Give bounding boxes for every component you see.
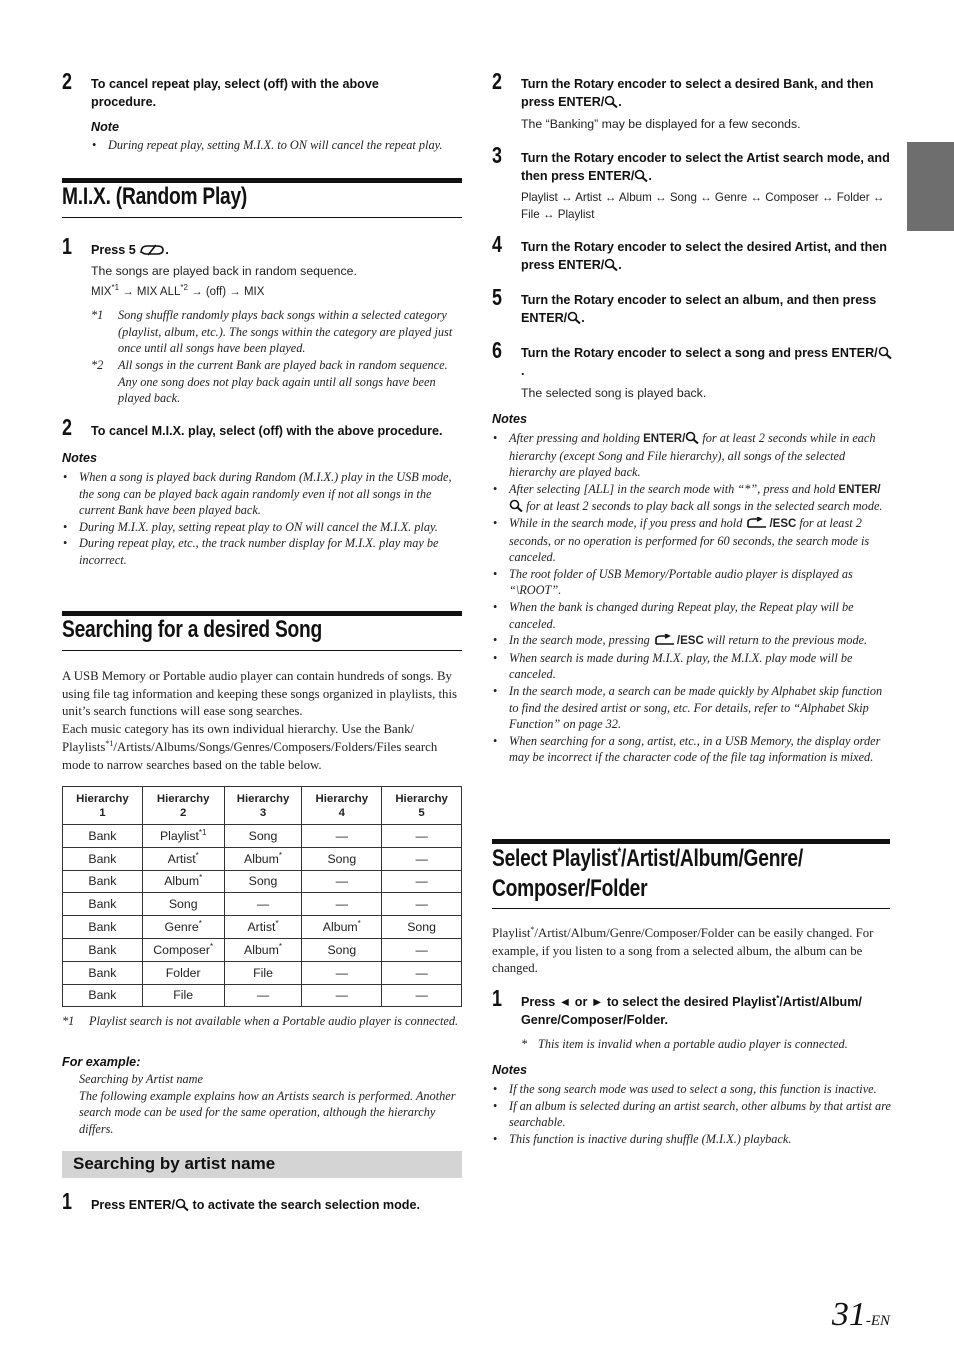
- step-number: 5: [492, 284, 502, 310]
- table-cell: Song: [224, 825, 302, 848]
- step-text: Press ENTER/ to activate the search selection mode.: [91, 1198, 420, 1212]
- table-row: [63, 847, 462, 870]
- note-item: • While in the search mode, if you press and hold /ESC for at least 2 seconds, or no operation is performed for 60 seconds, the search mode is canceled.: [492, 515, 892, 566]
- table-cell: Album*: [224, 847, 302, 870]
- table-row: [63, 961, 462, 984]
- section-rule: [62, 650, 462, 651]
- step-text: Press ◄ or ► to select the desired Playlist*/Artist/Album/ Genre/Composer/Folder.: [521, 994, 862, 1027]
- search-icon: [878, 346, 892, 359]
- table-row: [63, 893, 462, 916]
- back-icon: [745, 517, 769, 529]
- table-cell: Bank: [63, 916, 143, 939]
- section-rule: [62, 217, 462, 218]
- table-cell: —: [382, 847, 462, 870]
- note-item: • During repeat play, etc., the track number display for M.I.X. play may be incorrect.: [62, 535, 462, 568]
- hierarchy-table: [62, 786, 462, 1007]
- mode-cycle: Playlist ↔ Artist ↔ Album ↔ Song ↔ Genre ↔ Composer ↔ Folder ↔ File ↔ Playlist: [521, 191, 885, 221]
- table-cell: Bank: [63, 938, 143, 961]
- table-cell: Artist*: [142, 847, 224, 870]
- table-cell: Folder: [142, 961, 224, 984]
- table-cell: —: [302, 870, 382, 893]
- step-number: 2: [62, 68, 72, 94]
- note-item: • This function is inactive during shuffle (M.I.X.) playback.: [492, 1131, 892, 1148]
- chapter-tab: [907, 142, 954, 231]
- step-number: 4: [492, 231, 502, 257]
- table-header: Hierarchy 3: [224, 787, 302, 825]
- back-icon: [653, 634, 677, 646]
- table-header: Hierarchy 5: [382, 787, 462, 825]
- step-number: 1: [62, 1188, 72, 1214]
- notes-heading: Notes: [62, 451, 97, 465]
- table-cell: Genre*: [142, 916, 224, 939]
- step-number: 6: [492, 337, 502, 363]
- subsection-heading: Searching by artist name: [62, 1151, 462, 1178]
- table-cell: —: [382, 893, 462, 916]
- table-cell: Bank: [63, 893, 143, 916]
- table-cell: Album*: [224, 938, 302, 961]
- section-title-search: Searching for a desired Song: [62, 616, 323, 643]
- note-item: • When a song is played back during Random (M.I.X.) play in the USB mode, the song can be played back again randomly even if not all songs in the current Bank have been played back.: [62, 469, 462, 519]
- table-cell: —: [382, 870, 462, 893]
- step-text: Turn the Rotary encoder to select a song and press ENTER/.: [521, 344, 893, 380]
- notes-list: [492, 430, 892, 766]
- footnote: * This item is invalid when a portable audio player is connected.: [521, 1037, 848, 1051]
- notes-heading: Notes: [492, 412, 527, 426]
- table-cell: File: [224, 961, 302, 984]
- table-cell: —: [302, 893, 382, 916]
- table-header: Hierarchy 2: [142, 787, 224, 825]
- note-item: • If the song search mode was used to select a song, this function is inactive.: [492, 1081, 892, 1098]
- note-item: • When the bank is changed during Repeat play, the Repeat play will be canceled.: [492, 599, 892, 632]
- step-number: 3: [492, 142, 502, 168]
- table-cell: Song: [142, 893, 224, 916]
- note-item: • In the search mode, a search can be made quickly by Alphabet skip function to find the desired artist or song, etc. For details, refer to “Alphabet Skip Function” on page 32.: [492, 683, 892, 733]
- table-cell: Bank: [63, 961, 143, 984]
- table-row: [63, 825, 462, 848]
- step-number: 2: [62, 414, 72, 440]
- table-header-row: [63, 787, 462, 825]
- section-title-select: Select Playlist*/Artist/Album/Genre/ Composer/Folder: [492, 845, 803, 902]
- notes-heading: Notes: [492, 1063, 527, 1077]
- note-item: • In the search mode, pressing /ESC will return to the previous mode.: [492, 632, 892, 650]
- footnote: *2 All songs in the current Bank are played back in random sequence. Any one song does not play back again until all songs have been played back.: [91, 358, 448, 406]
- table-header: Hierarchy 1: [63, 787, 143, 825]
- table-cell: Artist*: [224, 916, 302, 939]
- table-cell: File: [142, 984, 224, 1007]
- note-item: • During M.I.X. play, setting repeat play to ON will cancel the M.I.X. play.: [62, 519, 462, 536]
- step-text: Press 5 .: [91, 243, 169, 257]
- step-text: Turn the Rotary encoder to select the Artist search mode, and then press ENTER/ .: [521, 151, 890, 183]
- table-cell: —: [224, 984, 302, 1007]
- table-cell: —: [302, 825, 382, 848]
- table-cell: —: [382, 825, 462, 848]
- search-icon: [604, 95, 618, 108]
- table-cell: —: [302, 961, 382, 984]
- mix-sequence: $MIX^{*1}$ → MIX $ALL^{*2} \to (off)$ → MIX: [91, 283, 265, 298]
- note-item: • During repeat play, setting M.I.X. to ON will cancel the repeat play.: [91, 137, 461, 154]
- table-row: [63, 984, 462, 1007]
- table-cell: —: [382, 938, 462, 961]
- table-cell: Composer*: [142, 938, 224, 961]
- step-text: Turn the Rotary encoder to select the desired Artist, and then press ENTER/ .: [521, 240, 887, 272]
- step-body: The songs are played back in random sequence.: [91, 264, 357, 278]
- table-body: [63, 825, 462, 1007]
- table-cell: Bank: [63, 847, 143, 870]
- search-icon: [175, 1198, 189, 1211]
- table-cell: Song: [302, 938, 382, 961]
- search-icon: [567, 311, 581, 324]
- search-icon: [685, 431, 699, 444]
- note-item: • When searching for a song, artist, etc., in a USB Memory, the display order may be incorrect if the character code of the file tag information is mixed.: [492, 733, 892, 766]
- notes-list: [492, 1081, 892, 1147]
- search-intro: A USB Memory or Portable audio player can contain hundreds of songs. By using file tag information and keeping these songs organized in playlists, this unit’s search functions will ease song searches. Each music category has its own individual hierarchy. Use the Bank/ Playlists$^{*1}$/Artists/Albums/Songs/Genres/Composers/Folders/Files search mode to narrow searches based on the table below.: [62, 669, 457, 772]
- section-title-mix: M.I.X. (Random Play): [62, 183, 248, 210]
- step-text: To cancel M.I.X. play, select (off) with the above procedure.: [91, 424, 443, 438]
- note-item: • If an album is selected during an artist search, other albums by that artist are searchable.: [492, 1098, 892, 1131]
- table-row: [63, 916, 462, 939]
- table-header: Hierarchy 4: [302, 787, 382, 825]
- table-cell: Album*: [142, 870, 224, 893]
- table-cell: Album*: [302, 916, 382, 939]
- search-icon: [604, 258, 618, 271]
- section-rule: [492, 908, 890, 909]
- example-heading: For example:: [62, 1055, 141, 1069]
- step-text: Turn the Rotary encoder to select an album, and then press ENTER/ .: [521, 293, 877, 325]
- table-cell: Song: [224, 870, 302, 893]
- step-text: Turn the Rotary encoder to select a desired Bank, and then press ENTER/ .: [521, 77, 874, 109]
- note-item: • After selecting [ALL] in the search mode with “*”, press and hold ENTER/ for at least 2 seconds to play back all songs in the selected search mode.: [492, 481, 892, 515]
- page-number: 31-EN: [831, 1296, 890, 1333]
- table-row: [63, 938, 462, 961]
- step-number: 1: [492, 985, 502, 1011]
- table-cell: Song: [302, 847, 382, 870]
- select-intro: Playlist*/Artist/Album/Genre/Composer/Folder can be easily changed. For example, if you listen to a song from a selected album, the album can be changed.: [492, 925, 874, 976]
- table-cell: Playlist$^{*1}$: [142, 825, 224, 848]
- note-heading: Note: [91, 120, 119, 134]
- table-footnote: *1 Playlist search is not available when a Portable audio player is connected.: [62, 1014, 459, 1028]
- table-cell: —: [224, 893, 302, 916]
- table-row: [63, 870, 462, 893]
- note-item: • After pressing and holding ENTER/ for at least 2 seconds while in each hierarchy (except Song and File hierarchy), all songs of the selected hierarchy are played back.: [492, 430, 892, 481]
- table-cell: —: [382, 984, 462, 1007]
- table-cell: —: [302, 984, 382, 1007]
- table-cell: Bank: [63, 870, 143, 893]
- note-item: • When search is made during M.I.X. play, the M.I.X. play mode will be canceled.: [492, 650, 892, 683]
- shuffle-icon: [139, 244, 165, 256]
- footnote: *1 Song shuffle randomly plays back songs within a selected category (playlist, album, etc.). The songs within the category are played just once until all songs have been played.: [91, 308, 453, 356]
- note-item: • The root folder of USB Memory/Portable audio player is displayed as “\ROOT”.: [492, 566, 892, 599]
- table-cell: Bank: [63, 984, 143, 1007]
- step-number: 2: [492, 68, 502, 94]
- example-text: Searching by Artist name The following example explains how an Artists search is performed. Another search mode can be used for the same operation, although the hierarchy differs.: [79, 1072, 456, 1136]
- step-text: To cancel repeat play, select (off) with the above procedure.: [91, 77, 379, 109]
- search-icon: [509, 499, 523, 512]
- table-cell: —: [382, 961, 462, 984]
- step-body: The selected song is played back.: [521, 386, 707, 400]
- step-number: 1: [62, 233, 72, 259]
- table-cell: Song: [382, 916, 462, 939]
- notes-list: [62, 469, 462, 569]
- note-list: [91, 137, 461, 154]
- table-cell: Bank: [63, 825, 143, 848]
- step-body: The “Banking” may be displayed for a few seconds.: [521, 117, 801, 131]
- search-icon: [634, 169, 648, 182]
